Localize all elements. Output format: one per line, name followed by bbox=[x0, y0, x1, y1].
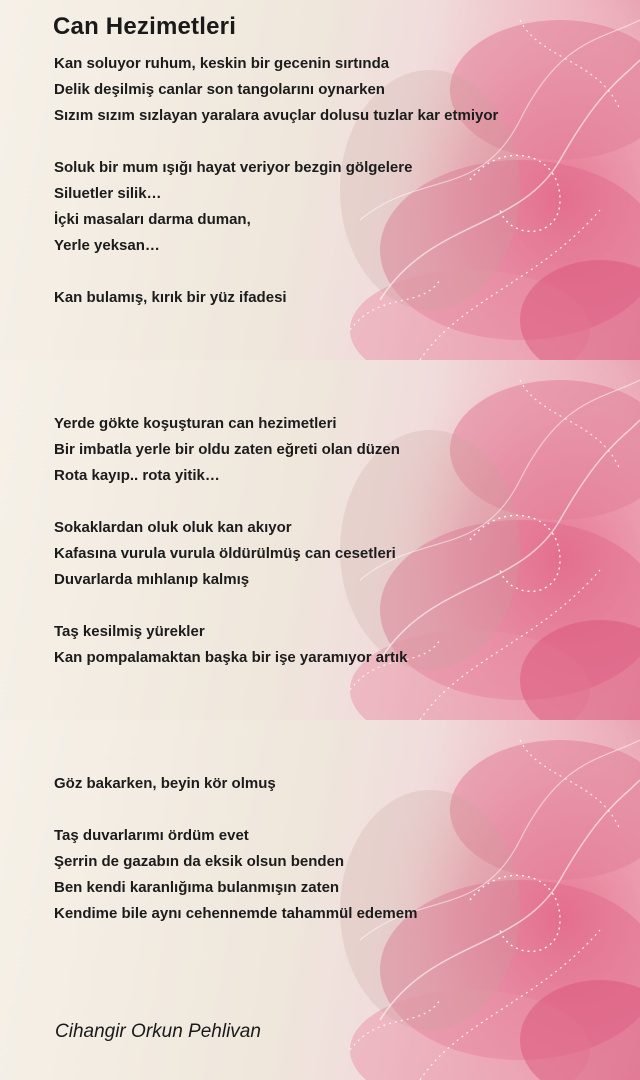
poem-line: Bir imbatla yerle bir oldu zaten eğreti olan düzen bbox=[54, 441, 400, 458]
poem-line: Yerde gökte koşuşturan can hezimetleri bbox=[54, 415, 337, 432]
poem-line: Sokaklardan oluk oluk kan akıyor bbox=[54, 519, 292, 536]
poem-line: Yerle yeksan… bbox=[54, 237, 160, 254]
poem-line: Delik deşilmiş canlar son tangolarını oynarken bbox=[54, 81, 385, 98]
poem-line: Taş duvarlarımı ördüm evet bbox=[54, 827, 249, 844]
poem-line: Kendime bile aynı cehennemde tahammül edemem bbox=[54, 905, 418, 922]
poem-author: Cihangir Orkun Pehlivan bbox=[55, 1021, 261, 1042]
poem-line: Soluk bir mum ışığı hayat veriyor bezgin gölgelere bbox=[54, 159, 413, 176]
poem-line: Sızım sızım sızlayan yaralara avuçlar dolusu tuzlar kar etmiyor bbox=[54, 107, 499, 124]
poem-line: Taş kesilmiş yürekler bbox=[54, 623, 205, 640]
poem-line: Siluetler silik… bbox=[54, 185, 162, 202]
poem-line: Kafasına vurula vurula öldürülmüş can cesetleri bbox=[54, 545, 396, 562]
poem-line: Kan soluyor ruhum, keskin bir gecenin sırtında bbox=[54, 55, 390, 72]
poem-title: Can Hezimetleri bbox=[53, 13, 237, 40]
poem-line: İçki masaları darma duman, bbox=[54, 211, 251, 228]
poem-line: Rota kayıp.. rota yitik… bbox=[54, 467, 220, 484]
poem-line: Duvarlarda mıhlanıp kalmış bbox=[54, 571, 250, 588]
poem-line: Göz bakarken, beyin kör olmuş bbox=[54, 775, 276, 792]
poem-line: Kan bulamış, kırık bir yüz ifadesi bbox=[54, 289, 287, 306]
poem-line: Ben kendi karanlığıma bulanmışın zaten bbox=[54, 879, 340, 896]
poem-line: Kan pompalamaktan başka bir işe yaramıyor artık bbox=[54, 649, 408, 666]
poem-line: Şerrin de gazabın da eksik olsun benden bbox=[54, 853, 345, 870]
